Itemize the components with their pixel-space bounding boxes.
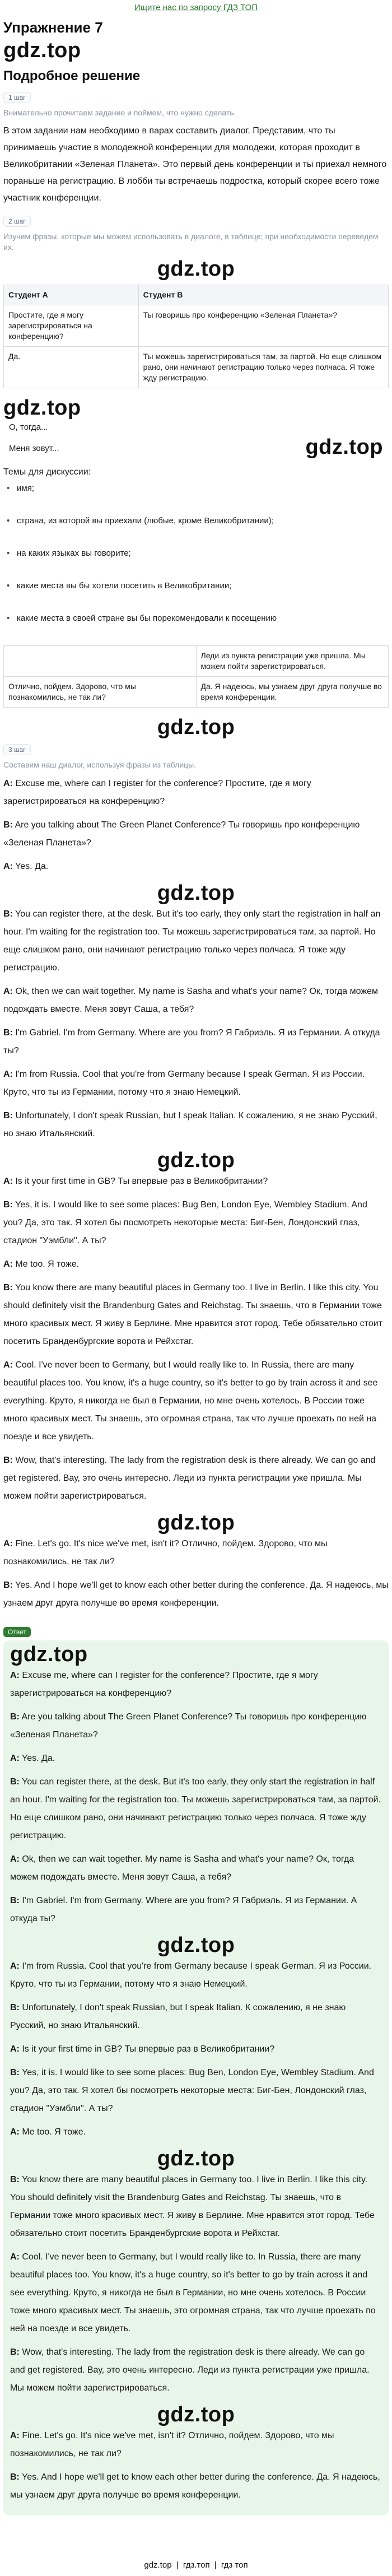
- answer-box: [3, 1640, 389, 2515]
- dialogue-line: A: Cool. I've never been to Germany, but I would really like to. In Russia, there are many beautiful places too. You know, it's a huge country, so it's better to go by train across it and see everything. Круто, я никогда не был в Германии, но мне очень хотелось. В России тоже много красивых мест. Ты знаешь, это огромная страна, так что лучше проехать по ней на поезде и все увидеть.: [3, 1360, 378, 1442]
- topics-title: Темы для дискуссии:: [3, 467, 91, 477]
- footer-separator: |: [176, 2560, 179, 2570]
- dialogue-line: B: You can register there, at the desk. But it's too early, they only start the registration in half an hour. I'm waiting for the registration too. Ты можешь зарегистрироваться там, за партой. Но еще слишком рано, они начинают регистрацию только через полчаса. Я тоже жду регистрацию.: [3, 909, 381, 973]
- watermark: gdz.top: [157, 1933, 235, 1957]
- list-item: • страна, из которой вы приехали (любые, кроме Великобритании);: [3, 515, 389, 527]
- answer-line: B: I'm Gabriel. I'm from Germany. Where are you from? Я Габриэль. Я из Германии. А откуда ты?: [10, 1896, 357, 1923]
- watermark: gdz.top: [157, 1511, 235, 1535]
- dialogue-line: A: Excuse me, where can I register for the conference? Простите, где я могу зарегистрироваться на конференцию?: [3, 779, 311, 806]
- watermark: gdz.top: [3, 39, 81, 62]
- step-3-note: Составим наш диалог, используя фразы из таблицы.: [3, 760, 197, 769]
- watermark: gdz.top: [305, 435, 383, 459]
- answer-line: A: Excuse me, where can I register for the conference? Простите, где я могу зарегистрироваться на конференцию?: [10, 1671, 318, 1698]
- watermark: gdz.top: [157, 257, 235, 281]
- table-cell-continuation: Меня зовут...: [9, 444, 59, 453]
- footer-separator: |: [214, 2560, 217, 2570]
- watermark: gdz.top: [3, 396, 81, 420]
- watermark: gdz.top: [157, 2147, 235, 2170]
- watermark: gdz.top: [157, 2403, 235, 2426]
- dialogue-line: A: Ok, then we can wait together. My name is Sasha and what's your name? Ок, тогда можем подождать вместе. Меня зовут Саша, а тебя?: [3, 987, 378, 1014]
- watermark: gdz.top: [157, 881, 235, 905]
- table-header-a: Студент А: [4, 285, 139, 305]
- answer-line: A: Ok, then we can wait together. My name is Sasha and what's your name? Ок, тогда можем подождать вместе. Меня зовут Саша, а тебя?: [10, 1854, 354, 1882]
- table-cell-continuation: О, тогда...: [9, 422, 48, 432]
- phrases-table-end: [3, 645, 389, 708]
- answer-line: B: Are you talking about The Green Planet Conference? Ты говоришь про конференцию «Зеленая Планета»?: [10, 1712, 367, 1740]
- list-item: • на каких языках вы говорите;: [3, 548, 389, 559]
- table-row: [4, 646, 389, 677]
- dialogue-line: B: Unfortunately, I don't speak Russian, but I speak Italian. К сожалению, я не знаю Русский, но знаю Итальянский.: [3, 1111, 377, 1138]
- search-hint-link[interactable]: Ищите нас по запросу ГДЗ ТОП: [134, 2, 258, 12]
- top-banner: [0, 0, 392, 15]
- table-cell: Ты можешь зарегистрироваться там, за партой. Но еще слишком рано, они начинают регистрацию только через полчаса. Я тоже жду регистрацию.: [138, 347, 388, 388]
- table-cell: Отлично, пойдем. Здорово, что мы познакомились, не так ли?: [4, 677, 197, 708]
- dialogue-line: B: Yes, it is. I would like to see some places: Bug Ben, London Eye, Wembley Stadium. And you? Да, это так. Я хотел бы посмотреть некоторые места: Биг-Бен, Лондонский глаз, стадион "Уэмбли". А ты?: [3, 1200, 367, 1245]
- answer-line: A: Cool. I've never been to Germany, but I would really like to. In Russia, there are many beautiful places too. You know, it's a huge country, so it's better to go by train across it and see everything. Круто, я никогда не был в Германии, но мне очень хотелось. В России тоже много красивых мест. Ты знаешь, это огромная страна, так что лучше проехать по ней на поезде и все увидеть.: [10, 2252, 376, 2333]
- dialogue: [3, 775, 389, 1612]
- dialogue-line: A: Yes. Да.: [3, 862, 49, 871]
- footer-links: [0, 2560, 392, 2570]
- answer-line: A: Fine. Let's go. It's nice we've met, isn't it? Отлично, пойдем. Здорово, что мы познакомились, не так ли?: [10, 2431, 334, 2458]
- table-cell: Ты говоришь про конференцию «Зеленая Планета»?: [138, 305, 388, 347]
- answer-badge: Ответ: [3, 1627, 31, 1637]
- answer-line: B: Yes. And I hope we'll get to know each other better during the conference. Да. Я надеюсь, мы узнаем друг друга получше во время конференции.: [10, 2472, 380, 2500]
- step-1-badge: 1 шаг: [3, 92, 31, 103]
- answer-line: A: Yes. Да.: [10, 1754, 55, 1763]
- topics-list: [3, 483, 389, 624]
- dialogue-line: A: I'm from Russia. Cool that you're from Germany because I speak German. Я из России. Круто, что ты из Германии, потому что я знаю Немецкий.: [3, 1070, 365, 1097]
- dialogue-line: A: Fine. Let's go. It's nice we've met, isn't it? Отлично, пойдем. Здорово, что мы познакомились, не так ли?: [3, 1539, 328, 1566]
- table-row: [4, 305, 389, 347]
- answer-line: B: Wow, that's interesting. The lady from the registration desk is there already. We can go and get registered. Вау, это очень интересно. Леди из пункта регистрации уже пришла. Мы можем пойти зарегистрироваться.: [10, 2347, 370, 2393]
- table-cell: Да.: [4, 347, 139, 388]
- intro-paragraph: В этом задании нам необходимо в парах составить диалог. Представим, что ты принимаешь участие в молодежной конференции для молодежи, которая проходит в Великобритании «Зеленая Планета». Это первый день конференции и ты приехал немного пораньше на регистрацию. В лобби ты встречаешь подростка, который скорее всего тоже участник конференции.: [3, 126, 387, 203]
- table-header-row: [4, 285, 389, 305]
- watermark: gdz.top: [157, 1148, 235, 1172]
- footer-item[interactable]: гдз топ: [221, 2560, 248, 2570]
- dialogue-line: B: You know there are many beautiful places in Germany too. I live in Berlin. I like this city. You should definitely visit the Brandenburg Gates and Reichstag. Ты знаешь, что в Германии тоже много красивых мест. Я живу в Берлине. Мне нравится этот город. Тебе обязательно стоит посетить Бранденбургские ворота и Рейхстаг.: [3, 1283, 382, 1346]
- dialogue-line: B: Yes. And I hope we'll get to know each other better during the conference. Да. Я надеюсь, мы узнаем друг друга получше во время конференции.: [3, 1580, 389, 1608]
- step-3-badge: 3 шаг: [3, 744, 31, 755]
- dialogue-line: B: I'm Gabriel. I'm from Germany. Where are you from? Я Габриэль. Я из Германии. А откуда ты?: [3, 1028, 380, 1055]
- watermark: gdz.top: [10, 1643, 88, 1666]
- dialogue-line: A: Me too. Я тоже.: [3, 1259, 80, 1269]
- answer-line: B: You know there are many beautiful places in Germany too. I live in Berlin. I like this city. You should definitely visit the Brandenburg Gates and Reichstag. Ты знаешь, что в Германии тоже много красивых мест. Я живу в Берлине. Мне нравится этот город. Тебе обязательно стоит посетить Бранденбургские ворота и Рейхстаг.: [10, 2175, 375, 2238]
- solution-title: Подробное решение: [3, 68, 141, 83]
- dialogue-line: B: Are you talking about The Green Planet Conference? Ты говоришь про конференцию «Зеленая Планета»?: [3, 820, 360, 848]
- exercise-title: Упражнение 7: [3, 19, 103, 36]
- footer-item[interactable]: gdz.top: [144, 2560, 172, 2570]
- table-cell: Простите, где я могу зарегистрироваться на конференцию?: [4, 305, 139, 347]
- answer-line: B: Unfortunately, I don't speak Russian, but I speak Italian. К сожалению, я не знаю Русский, но знаю Итальянский.: [10, 2003, 346, 2030]
- answer-line: A: Me too. Я тоже.: [10, 2127, 86, 2137]
- step-2-badge: 2 шаг: [3, 216, 31, 227]
- page-content: [3, 16, 389, 2515]
- list-item: • какие места в своей стране вы бы порекомендовали к посещению: [3, 613, 389, 624]
- phrases-table: [3, 285, 389, 388]
- table-cell: Да. Я надеюсь, мы узнаем друг друга получше во время конференции.: [196, 677, 389, 708]
- answer-line: B: You can register there, at the desk. But it's too early, they only start the registration in half an hour. I'm waiting for the registration too. Ты можешь зарегистрироваться там, за партой. Но еще слишком рано, они начинают регистрацию только через полчаса. Я тоже жду регистрацию.: [10, 1777, 381, 1840]
- answer-line: A: Is it your first time in GB? Ты впервые раз в Великобритании?: [10, 2044, 275, 2054]
- footer-item[interactable]: гдз.топ: [183, 2560, 210, 2570]
- dialogue-line: B: Wow, that's interesting. The lady from the registration desk is there already. We can go and get registered. Вау, это очень интересно. Леди из пункта регистрации уже пришла. Мы можем пойти зарегистрироваться.: [3, 1456, 376, 1501]
- dialogue-line: A: Is it your first time in GB? Ты впервые раз в Великобритании?: [3, 1177, 268, 1186]
- answer-line: B: Yes, it is. I would like to see some places: Bug Ben, London Eye, Wembley Stadium. And you? Да, это так. Я хотел бы посмотреть некоторые места: Биг-Бен, Лондонский глаз, стадион "Уэмбли". А ты?: [10, 2068, 374, 2113]
- table-row: [4, 347, 389, 388]
- table-cell: [4, 646, 197, 677]
- watermark: gdz.top: [157, 715, 235, 739]
- list-item: • имя;: [3, 483, 389, 494]
- step-2-note: Изучим фразы, которые мы можем использовать в диалоге, в таблице; при необходимости переведем их.: [3, 232, 379, 252]
- list-item: • какие места вы бы хотели посетить в Великобритании;: [3, 580, 389, 592]
- table-cell: Леди из пункта регистрации уже пришла. Мы можем пойти зарегистрироваться.: [196, 646, 389, 677]
- answer-line: A: I'm from Russia. Cool that you're from Germany because I speak German. Я из России. Круто, что ты из Германии, потому что я знаю Немецкий.: [10, 1961, 372, 1989]
- table-header-b: Студент В: [138, 285, 388, 305]
- step-1-note: Внимательно прочитаем задание и поймем, что нужно сделать.: [3, 108, 236, 117]
- table-row: [4, 677, 389, 708]
